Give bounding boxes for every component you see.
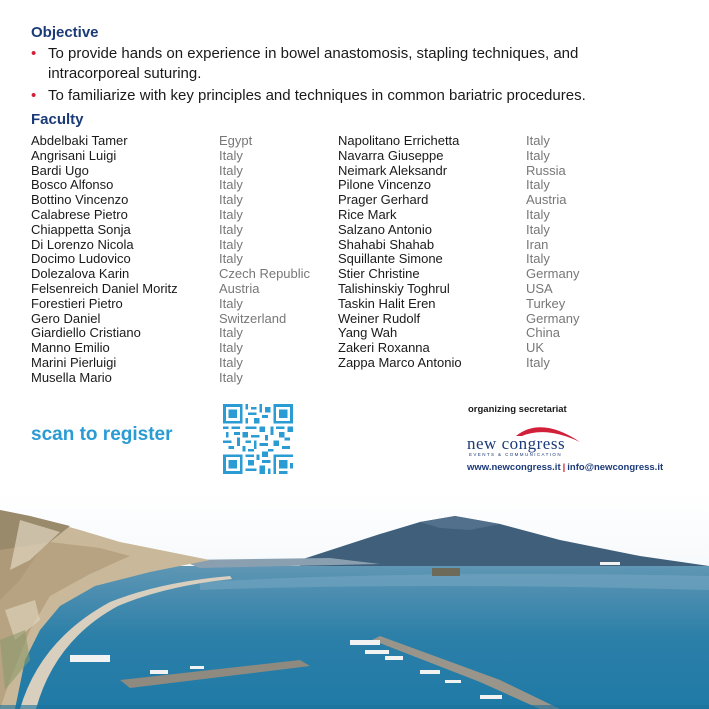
faculty-name: Zappa Marco Antonio [338, 354, 462, 370]
faculty-name: Giardiello Cristiano [31, 325, 141, 341]
faculty-name: Docimo Ludovico [31, 251, 131, 267]
faculty-row [31, 193, 310, 208]
faculty-country: Iran [526, 236, 549, 252]
bullet-dot: • [31, 87, 37, 104]
faculty-country: Italy [219, 340, 243, 356]
objective-bullet-2 [31, 86, 671, 105]
faculty-heading: Faculty [31, 111, 84, 128]
faculty-name: Musella Mario [31, 369, 112, 385]
faculty-name: Bardi Ugo [31, 162, 89, 178]
faculty-country: Italy [526, 354, 550, 370]
faculty-name: Bottino Vincenzo [31, 192, 129, 208]
faculty-country: Germany [526, 310, 580, 326]
faculty-row [31, 326, 310, 341]
faculty-country: Italy [219, 236, 243, 252]
faculty-name: Chiappetta Sonja [31, 221, 131, 237]
faculty-row [31, 223, 310, 238]
faculty-name: Angrisani Luigi [31, 147, 117, 163]
email-link[interactable]: info@newcongress.it [567, 462, 664, 473]
faculty-name: Bosco Alfonso [31, 177, 114, 193]
faculty-name: Neimark Aleksandr [338, 162, 448, 178]
faculty-row [31, 371, 310, 386]
faculty-row [31, 164, 310, 179]
qr-code-icon[interactable] [223, 404, 293, 474]
faculty-country: Turkey [526, 295, 566, 311]
faculty-row [31, 134, 310, 149]
website-link[interactable]: www.newcongress.it [467, 462, 561, 473]
faculty-row [338, 267, 579, 282]
faculty-name: Marini Pierluigi [31, 354, 117, 370]
scan-to-register-label: scan to register [31, 424, 173, 445]
faculty-row [338, 149, 579, 164]
faculty-row [31, 238, 310, 253]
faculty-country: China [526, 325, 560, 341]
faculty-name: Di Lorenzo Nicola [31, 236, 134, 252]
faculty-row [338, 341, 579, 356]
faculty-country: Italy [219, 162, 243, 178]
faculty-country: USA [526, 280, 553, 296]
bullet-text: To familiarize with key principles and techniques in common bariatric procedures. [48, 87, 586, 104]
faculty-name: Rice Mark [338, 206, 397, 222]
faculty-row [31, 267, 310, 282]
secretariat-contact [467, 462, 663, 473]
faculty-country: Italy [219, 354, 243, 370]
faculty-country: UK [526, 340, 545, 356]
faculty-list-right [338, 134, 579, 371]
faculty-name: Gero Daniel [31, 310, 101, 326]
faculty-name: Salzano Antonio [338, 221, 432, 237]
faculty-row [338, 312, 579, 327]
faculty-name: Stier Christine [338, 266, 420, 282]
faculty-country: Austria [219, 280, 260, 296]
faculty-country: Italy [219, 147, 243, 163]
secretariat-label: organizing secretariat [468, 404, 567, 415]
faculty-name: Squillante Simone [338, 251, 443, 267]
faculty-name: Manno Emilio [31, 340, 110, 356]
faculty-row [338, 208, 579, 223]
faculty-country: Italy [219, 221, 243, 237]
faculty-name: Abdelbaki Tamer [31, 133, 128, 148]
faculty-name: Navarra Giuseppe [338, 147, 444, 163]
bullet-text: To provide hands on experience in bowel anastomosis, stapling techniques, and [48, 45, 579, 62]
faculty-name: Taskin Halit Eren [338, 295, 436, 311]
faculty-country: Germany [526, 266, 580, 282]
faculty-country: Italy [526, 221, 550, 237]
faculty-row [338, 223, 579, 238]
faculty-country: Egypt [219, 133, 253, 148]
bay-of-naples-photo [0, 490, 709, 709]
faculty-country: Italy [219, 295, 243, 311]
faculty-name: Pilone Vincenzo [338, 177, 431, 193]
faculty-name: Zakeri Roxanna [338, 340, 430, 356]
faculty-row [31, 178, 310, 193]
faculty-name: Forestieri Pietro [31, 295, 123, 311]
faculty-row [338, 297, 579, 312]
faculty-country: Italy [219, 177, 243, 193]
faculty-row [31, 356, 310, 371]
faculty-country: Italy [219, 369, 243, 385]
faculty-row [31, 312, 310, 327]
faculty-row [338, 238, 579, 253]
faculty-row [338, 326, 579, 341]
objective-bullet-1-cont [31, 64, 671, 83]
bullet-dot: • [31, 45, 37, 62]
faculty-country: Italy [219, 325, 243, 341]
faculty-list-left [31, 134, 310, 386]
contact-separator: | [562, 462, 566, 473]
faculty-country: Italy [526, 133, 550, 148]
faculty-country: Czech Republic [219, 266, 311, 282]
faculty-row [31, 149, 310, 164]
faculty-country: Italy [526, 177, 550, 193]
faculty-row [338, 134, 579, 149]
faculty-country: Italy [219, 251, 243, 267]
faculty-row [31, 341, 310, 356]
faculty-row [338, 164, 579, 179]
bullet-text: intracorporeal suturing. [48, 65, 202, 82]
faculty-row [338, 252, 579, 267]
faculty-name: Calabrese Pietro [31, 206, 128, 222]
faculty-row [31, 297, 310, 312]
faculty-row [31, 282, 310, 297]
faculty-name: Yang Wah [338, 325, 398, 341]
faculty-name: Prager Gerhard [338, 192, 429, 208]
faculty-country: Italy [219, 192, 243, 208]
faculty-row [31, 208, 310, 223]
logo-name: new congress [467, 434, 566, 453]
logo-tagline: EVENTS & COMMUNICATION [469, 452, 562, 457]
faculty-country: Italy [526, 251, 550, 267]
faculty-country: Italy [526, 206, 550, 222]
faculty-country: Italy [526, 147, 550, 163]
faculty-country: Italy [219, 206, 243, 222]
objective-heading: Objective [31, 24, 99, 41]
faculty-row [338, 282, 579, 297]
faculty-name: Talishinskiy Toghrul [338, 280, 450, 296]
faculty-country: Russia [526, 162, 566, 178]
faculty-name: Dolezalova Karin [31, 266, 130, 282]
faculty-row [338, 178, 579, 193]
faculty-country: Austria [526, 192, 567, 208]
faculty-country: Switzerland [219, 310, 287, 326]
faculty-row [31, 252, 310, 267]
faculty-name: Napolitano Errichetta [338, 133, 460, 148]
faculty-name: Weiner Rudolf [338, 310, 421, 326]
faculty-name: Felsenreich Daniel Moritz [31, 280, 178, 296]
objective-bullet-1 [31, 44, 671, 63]
faculty-name: Shahabi Shahab [338, 236, 435, 252]
faculty-row [338, 356, 579, 371]
faculty-row [338, 193, 579, 208]
